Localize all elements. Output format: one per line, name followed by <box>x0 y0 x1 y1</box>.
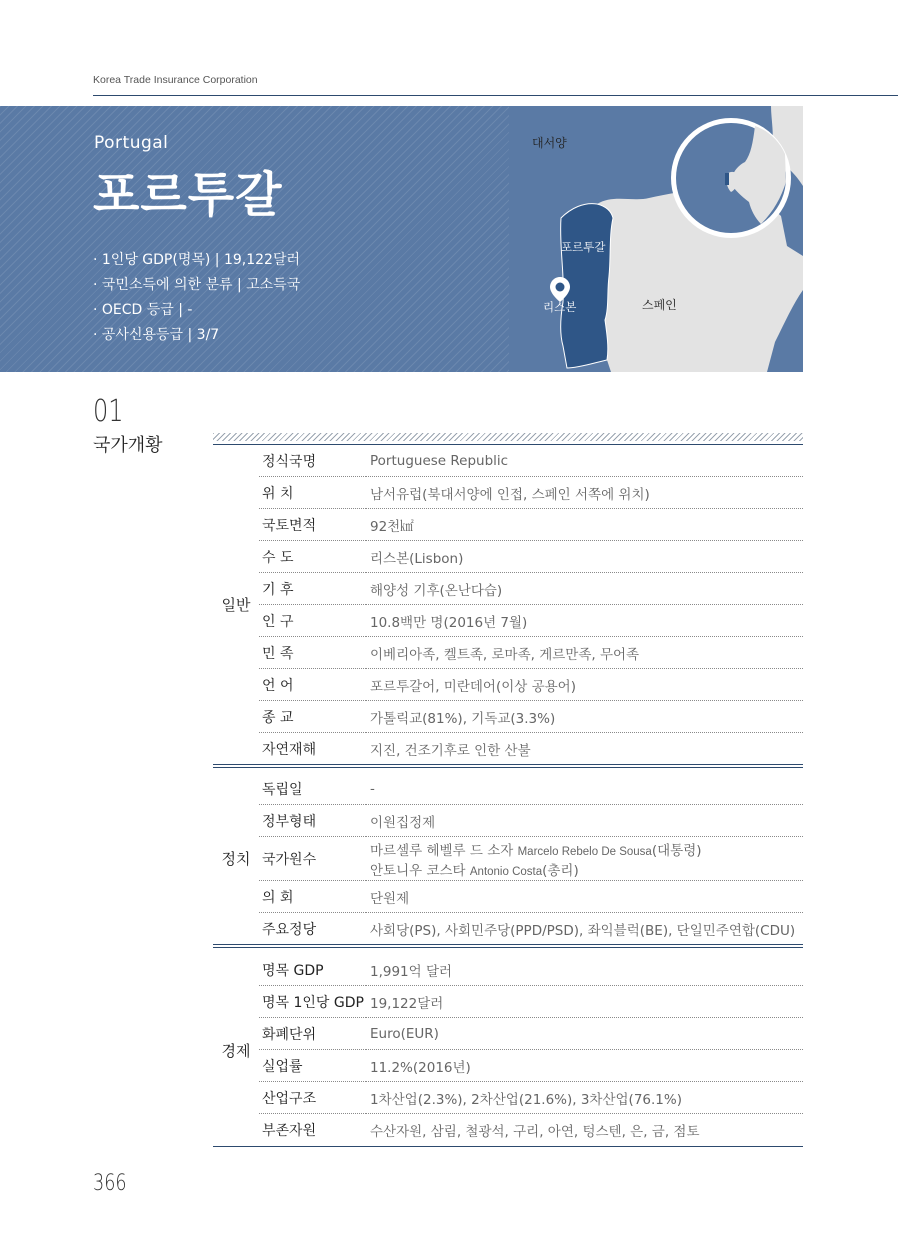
table-row <box>259 477 803 509</box>
table-row <box>259 669 803 701</box>
table-row <box>259 509 803 541</box>
row-key: 주요정당 <box>262 921 317 938</box>
table-group-economy <box>213 954 803 1146</box>
table-row <box>259 954 803 986</box>
row-key: 정부형태 <box>259 805 366 837</box>
map-label-neighbor: 스페인 <box>642 298 677 312</box>
table-row <box>259 881 803 913</box>
fact-oecd-grade: · OECD 등급 | - <box>93 302 193 318</box>
table-row <box>259 913 803 944</box>
row-key: 산업구조 <box>259 1082 366 1114</box>
row-value: 1,991억 달러 <box>366 954 803 986</box>
row-key: 언 어 <box>259 669 366 701</box>
row-value: 리스본(Lisbon) <box>366 541 803 573</box>
row-key: 기 후 <box>259 573 366 605</box>
row-value: 남서유럽(북대서양에 인접, 스페인 서쪽에 위치) <box>366 477 803 509</box>
section-title: 국가개황 <box>93 435 163 456</box>
row-key: 종 교 <box>259 701 366 733</box>
section-number: 01 <box>93 394 124 429</box>
row-key: 정식국명 <box>259 445 366 477</box>
table-row <box>259 541 803 573</box>
row-key: 부존자원 <box>262 1123 317 1139</box>
table-row <box>259 986 803 1018</box>
table-row <box>259 605 803 637</box>
row-key: 명목 GDP <box>259 954 366 986</box>
group-label-general: 일반 <box>221 596 251 614</box>
row-value: 사회당(PS), 사회민주당(PPD/PSD), 좌익블럭(BE), 단일민주연합(CDU) <box>370 922 796 939</box>
table-row <box>259 1114 803 1146</box>
row-value: 이원집정제 <box>366 805 803 837</box>
section-hatch-rule <box>213 433 803 441</box>
group-label-economy: 경제 <box>221 1041 251 1060</box>
page-number: 366 <box>93 1171 127 1196</box>
map-label-ocean: 대서양 <box>532 136 567 150</box>
row-value: 92천㎢ <box>366 509 803 541</box>
row-value: 10.8백만 명(2016년 7월) <box>366 605 803 637</box>
map-label-capital: 리스본 <box>543 300 577 314</box>
row-value: 가톨릭교(81%), 기독교(3.3%) <box>366 701 803 733</box>
row-key: 인 구 <box>259 605 366 637</box>
country-name-ko: 포르투갈 <box>93 167 283 223</box>
row-key: 실업률 <box>259 1050 366 1082</box>
row-value: 해양성 기후(온난다습) <box>366 573 803 605</box>
table-row <box>259 1082 803 1114</box>
row-key: 국가원수 <box>259 837 366 881</box>
row-value: 11.2%(2016년) <box>366 1050 803 1082</box>
table-bottom-rule <box>213 1146 803 1147</box>
table-row <box>259 701 803 733</box>
table-group-politics <box>213 773 803 944</box>
running-header: Korea Trade Insurance Corporation <box>93 74 258 86</box>
table-row <box>259 773 803 805</box>
row-value: 지진, 건조기후로 인한 산불 <box>370 742 531 759</box>
fact-gdp-per-capita: · 1인당 GDP(명목) | 19,122달러 <box>93 252 301 268</box>
row-key: 자연재해 <box>262 741 317 758</box>
row-value: - <box>366 773 803 805</box>
table-row <box>259 637 803 669</box>
map-label-country: 포르투갈 <box>561 240 606 254</box>
row-key: 독립일 <box>259 773 366 805</box>
row-value: 1차산업(2.3%), 2차산업(21.6%), 3차산업(76.1%) <box>366 1082 803 1114</box>
table-row <box>259 837 803 881</box>
general-rows <box>259 445 803 764</box>
row-value: 19,122달러 <box>366 986 803 1018</box>
row-key: 명목 1인당 GDP <box>259 986 366 1018</box>
row-key: 국토면적 <box>259 509 366 541</box>
row-value: Portuguese Republic <box>366 445 803 477</box>
row-key: 민 족 <box>259 637 366 669</box>
row-value: 포르투갈어, 미란데어(이상 공용어) <box>366 669 803 701</box>
location-map <box>509 106 803 372</box>
table-row <box>259 1050 803 1082</box>
economy-rows <box>259 954 803 1146</box>
key-facts-list <box>93 249 300 349</box>
row-key: 의 회 <box>259 881 366 913</box>
group-label-politics: 정치 <box>221 850 251 868</box>
row-value-multiline <box>366 837 803 881</box>
row-key: 수 도 <box>259 541 366 573</box>
inset-portugal-highlight <box>725 173 729 185</box>
country-name-en: Portugal <box>94 133 169 153</box>
row-key: 위 치 <box>259 477 366 509</box>
row-key: 화폐단위 <box>259 1018 366 1050</box>
group-divider <box>213 764 803 768</box>
head-of-government-line: 안토니우 코스타 Antonio Costa(총리) <box>370 862 579 879</box>
table-row <box>259 573 803 605</box>
table-row <box>259 1018 803 1050</box>
row-value: 단원제 <box>366 881 803 913</box>
group-divider <box>213 944 803 948</box>
row-value: 이베리아족, 켈트족, 로마족, 게르만족, 무어족 <box>366 637 803 669</box>
table-group-general <box>213 445 803 764</box>
fact-credit-grade: · 공사신용등급 | 3/7 <box>93 327 220 343</box>
head-of-state-line: 마르셀루 헤벨루 드 소자 Marcelo Rebelo De Sousa(대통령) <box>370 842 702 859</box>
header-rule <box>93 95 898 96</box>
row-value: Euro(EUR) <box>366 1018 803 1050</box>
table-row <box>259 445 803 477</box>
row-value: 수산자원, 삼림, 철광석, 구리, 아연, 텅스텐, 은, 금, 점토 <box>370 1124 700 1140</box>
table-row <box>259 805 803 837</box>
table-row <box>259 733 803 764</box>
politics-rows <box>259 773 803 944</box>
fact-income-class: · 국민소득에 의한 분류 | 고소득국 <box>93 277 301 293</box>
